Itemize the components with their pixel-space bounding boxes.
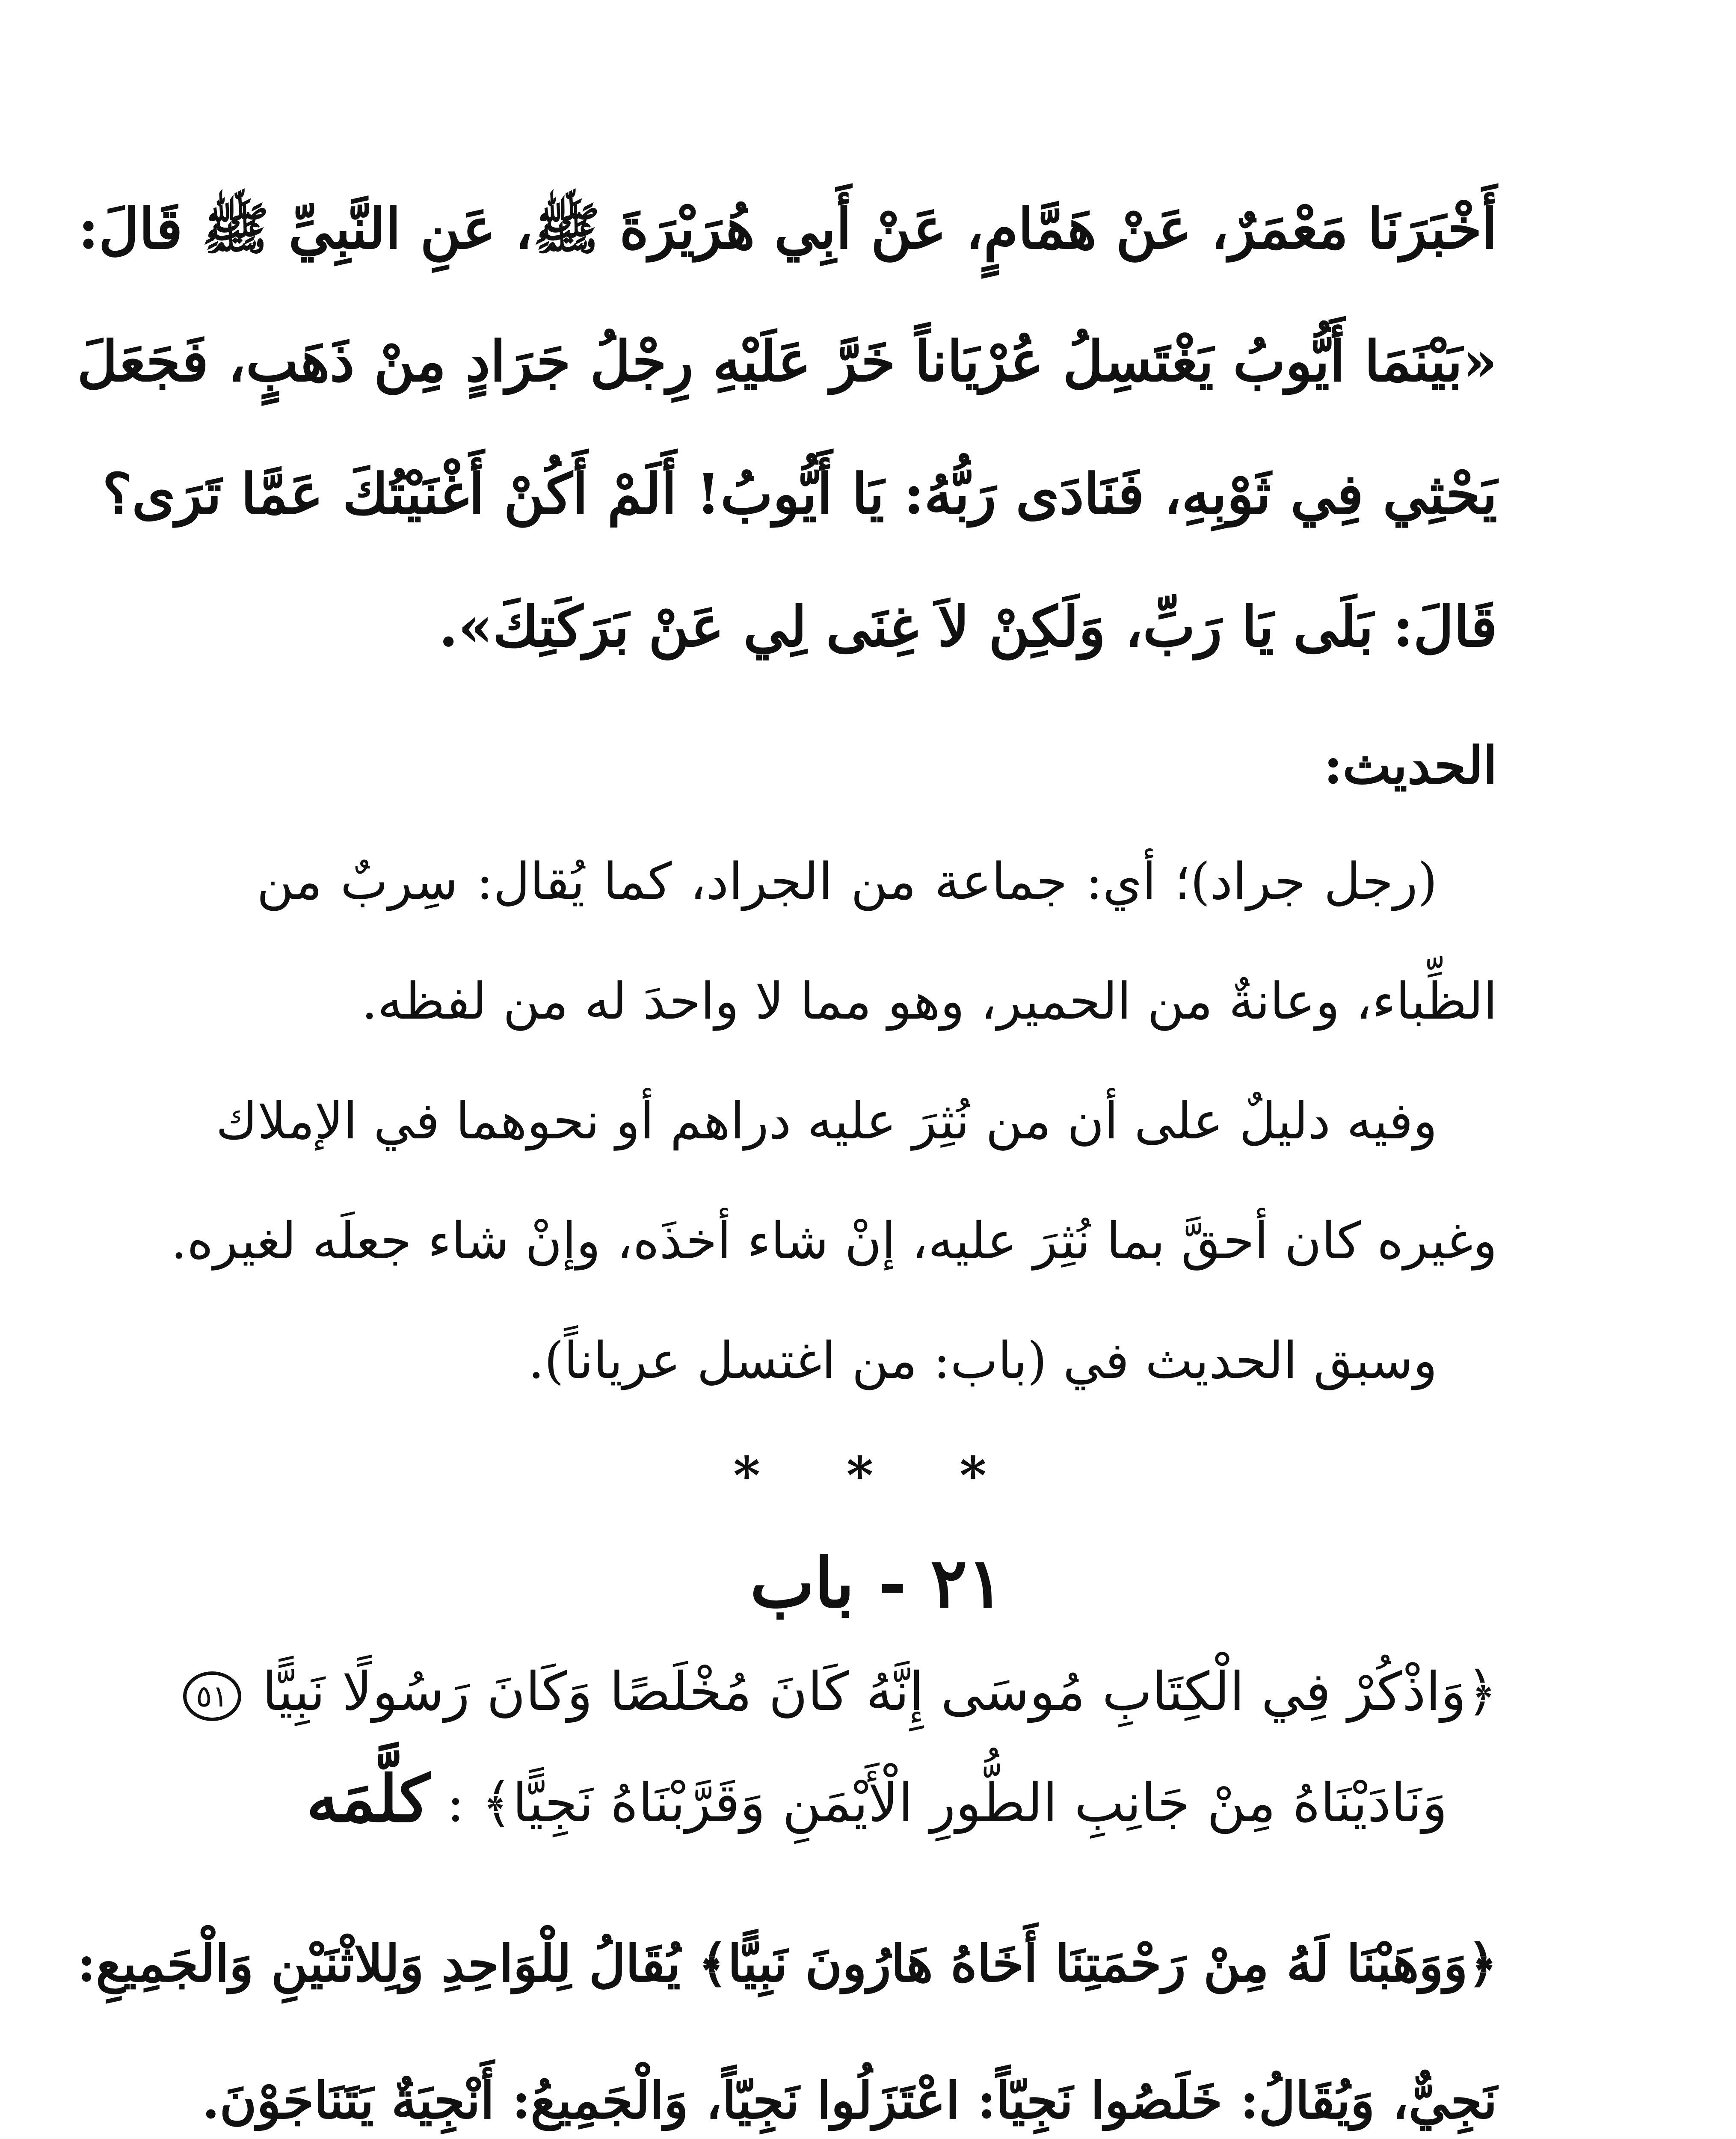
hadith-text [77,163,1497,693]
commentary-p1-line-2: الظِّباء، وعانةٌ من الحمير، وهو مما لا واحدَ له من لفظه. [361,972,1497,1031]
commentary-heading: الحديث: [1324,735,1497,796]
chapter-title: ٢١ - باب [750,1543,1004,1623]
commentary-p2-line-1: وفيه دليلٌ على أن من نُثِرَ عليه دراهم أو نحوهما في الإملاك [216,1091,1437,1150]
commentary-p2-line-2: وغيره كان أحقَّ بما نُثِرَ عليه، إنْ شاء أخذَه، وإنْ شاء جعلَه لغيره. [171,1211,1497,1270]
hadith-line-4: قَالَ: بَلَى يَا رَبِّ، وَلَكِنْ لاَ غِنَى لِي عَنْ بَرَكَتِكَ». [438,594,1497,659]
commentary [171,821,1497,1420]
quran-verse-1-text: ﴿وَاذْكُرْ فِي الْكِتَابِ مُوسَى إِنَّهُ كَانَ مُخْلَصًا وَكَانَ رَسُولًا نَبِيًّا [262,1661,1497,1723]
quran-verse-1 [196,1638,1497,1745]
section-separator: * * * [733,1446,1021,1506]
quran-verse-2-text: وَنَادَيْنَاهُ مِنْ جَانِبِ الطُّورِ الْأَيْمَنِ وَقَرَّبْنَاهُ نَجِيًّا﴾ : [447,1772,1448,1834]
verse-gloss-word: كلَّمَه [306,1761,430,1837]
explanation-line-2: نَجِيٌّ، وَيُقَالُ: خَلَصُوا نَجِيّاً: اعْتَزَلُوا نَجِيّاً، وَالْجَمِيعُ: أَنْجِيَةٌ يَتَنَاجَوْنَ. [202,2071,1497,2130]
commentary-p3: وسبق الحديث في (باب: من اغتسل عرياناً). [528,1331,1437,1390]
verse-number-mark: ٥١ [183,1671,241,1721]
hadith-line-3: يَحْثِي فِي ثَوْبِهِ، فَنَادَى رَبُّهُ: يَا أَيُّوبُ! أَلَمْ أَكُنْ أَغْنَيْتُكَ عَمَّا تَرَى؟ [102,461,1497,527]
quran-verse-2 [257,1745,1497,1857]
explanation [77,1895,1497,2139]
hadith-line-1: أَخْبَرَنَا مَعْمَرٌ، عَنْ هَمَّامٍ، عَنْ أَبِي هُرَيْرَةَ ﷺ، عَنِ النَّبِيِّ ﷺ قَالَ: [78,196,1497,261]
hadith-line-2: «بَيْنَمَا أَيُّوبُ يَغْتَسِلُ عُرْيَاناً خَرَّ عَلَيْهِ رِجْلُ جَرَادٍ مِنْ ذَهَبٍ، فَجَعَلَ [77,329,1497,394]
page-body [77,163,1497,2139]
commentary-p1-line-1: (رجل جراد)؛ أي: جماعة من الجراد، كما يُقال: سِربٌ من [257,852,1437,911]
explanation-line-1: ﴿وَوَهَبْنَا لَهُ مِنْ رَحْمَتِنَا أَخَاهُ هَارُونَ نَبِيًّا﴾ يُقَالُ لِلْوَاحِدِ وَلِلاثْنَيْنِ وَالْجَمِيعِ: [77,1934,1497,1993]
